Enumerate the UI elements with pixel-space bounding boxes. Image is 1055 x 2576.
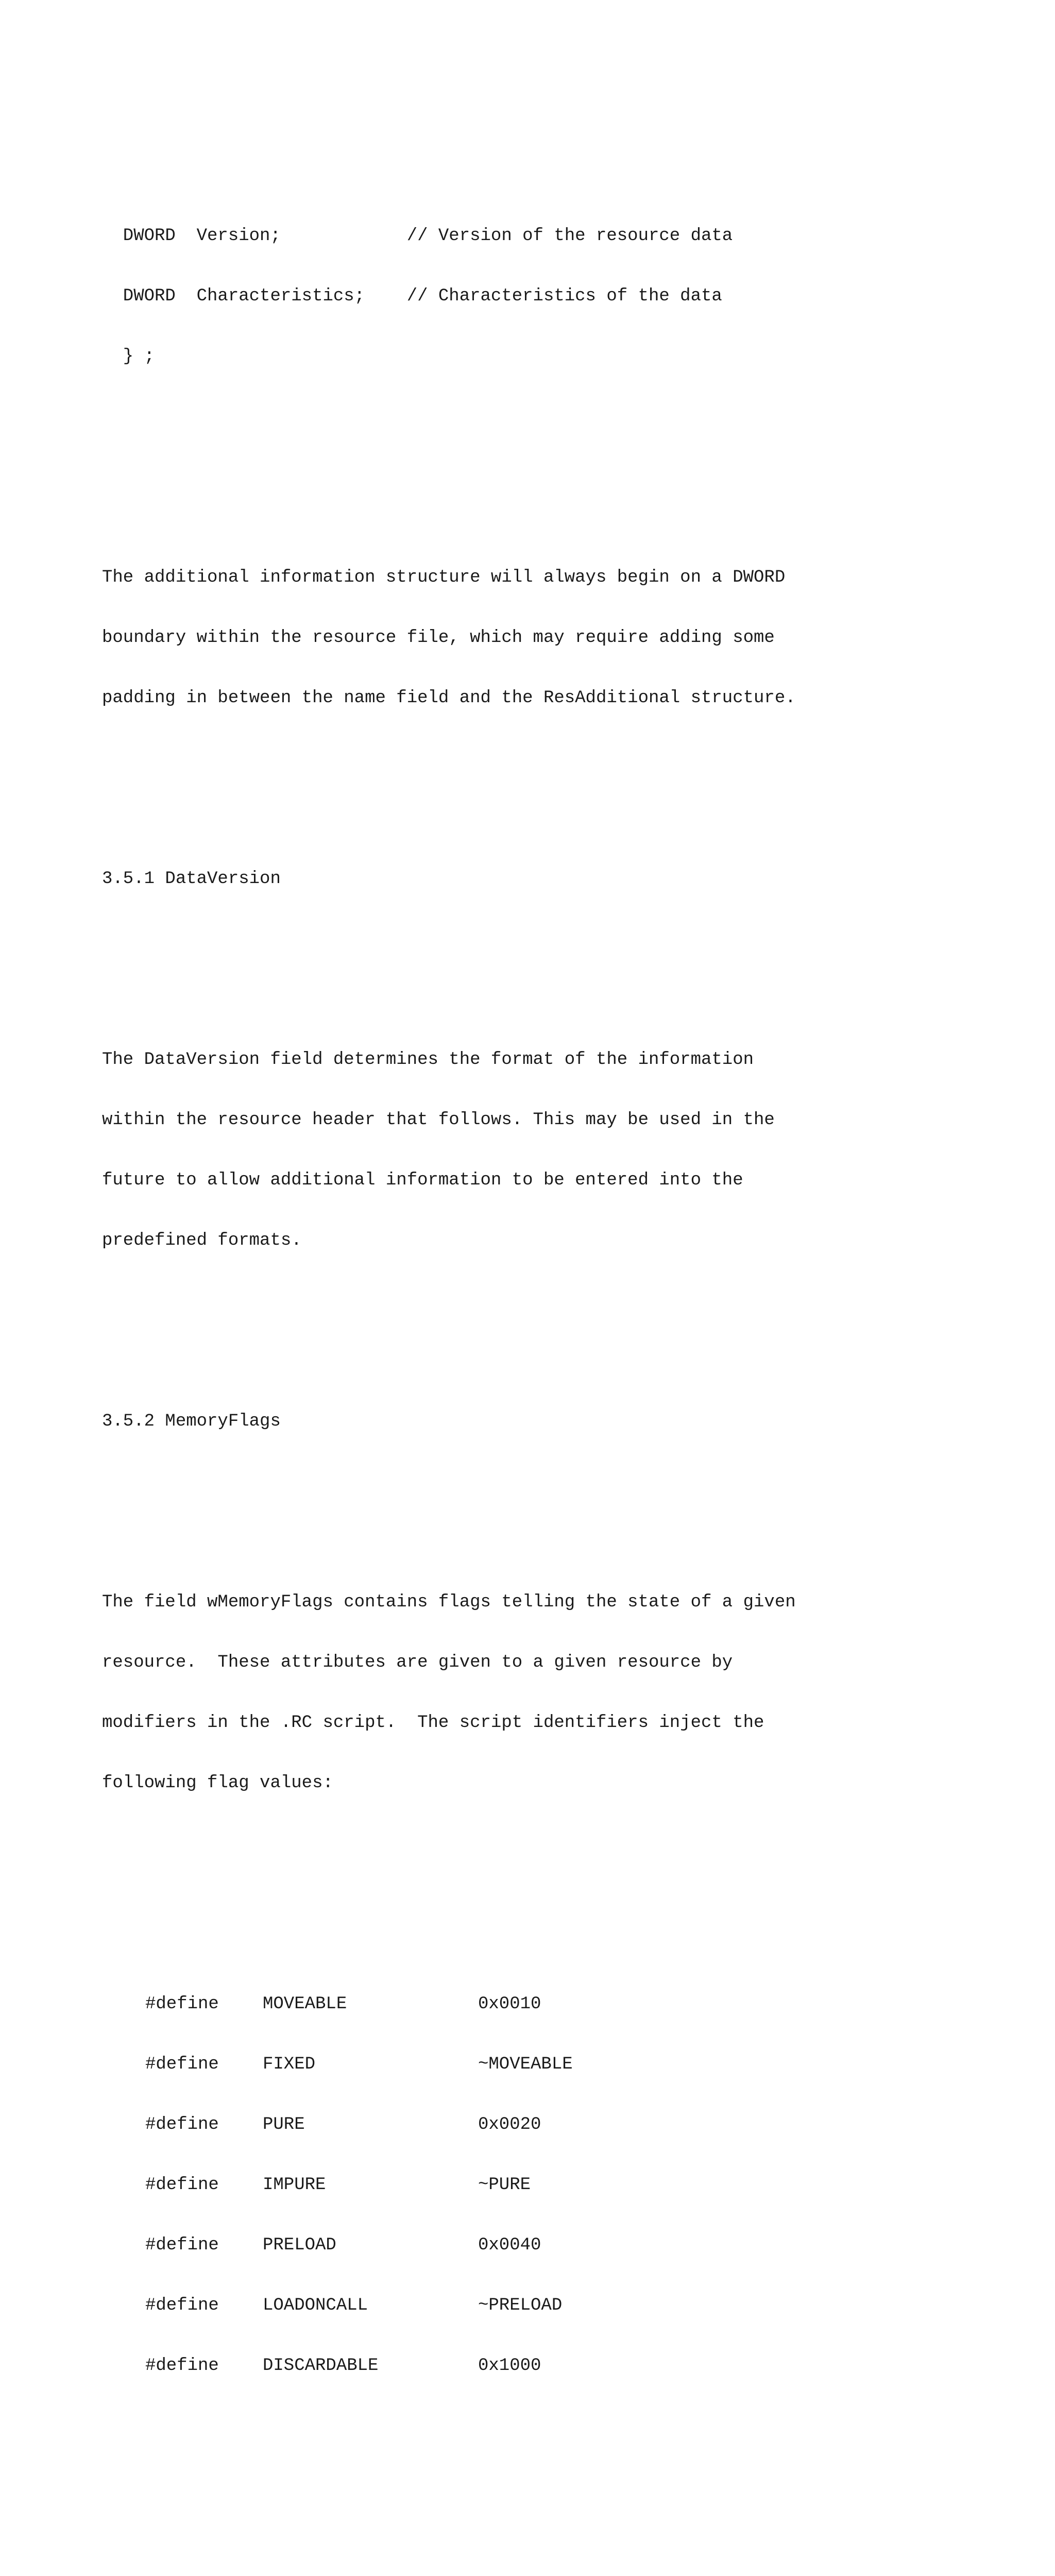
define-value: ~PURE [478, 2175, 531, 2195]
section-heading-3-5-2: 3.5.2 MemoryFlags [102, 1412, 281, 1431]
paragraph-ignores [102, 2537, 827, 2576]
define-block [102, 1954, 827, 2416]
define-value: 0x0010 [478, 1994, 541, 2014]
text-line: The additional information structure will always begin on a DWORD [102, 568, 786, 587]
define-value: ~MOVEABLE [478, 2055, 573, 2074]
define-line [145, 2055, 827, 2075]
define-value: 0x0020 [478, 2115, 541, 2134]
define-line [145, 1994, 827, 2014]
define-line [145, 2235, 827, 2256]
text-line: The field wMemoryFlags contains flags telling the state of a given [102, 1592, 796, 1612]
code-line: } ; [102, 347, 155, 366]
paragraph-memoryflags [102, 1552, 827, 1834]
define-keyword: #define [145, 2296, 219, 2315]
text-line: future to allow additional information to be entered into the [102, 1171, 743, 1190]
define-keyword: #define [145, 2055, 219, 2074]
define-line [145, 2296, 827, 2316]
paragraph-additional-info [102, 528, 827, 749]
define-line [145, 2175, 827, 2195]
text-line: resource. These attributes are given to a given resource by [102, 1653, 733, 1672]
define-keyword: #define [145, 2175, 219, 2195]
define-value: 0x0040 [478, 2235, 541, 2255]
text-line: padding in between the name field and the ResAdditional structure. [102, 688, 796, 708]
text-line: modifiers in the .RC script. The script identifiers inject the [102, 1713, 764, 1733]
define-value: 0x1000 [478, 2356, 541, 2376]
define-name: PURE [263, 2115, 305, 2134]
text-line: The DataVersion field determines the format of the information [102, 1050, 754, 1070]
define-name: FIXED [263, 2055, 316, 2074]
define-keyword: #define [145, 1994, 219, 2014]
define-name: PRELOAD [263, 2235, 336, 2255]
struct-code-block [102, 186, 827, 407]
define-name: MOVEABLE [263, 1994, 347, 2014]
text-line: following flag values: [102, 1773, 333, 1793]
text-line: within the resource header that follows. This may be used in the [102, 1110, 775, 1130]
define-keyword: #define [145, 2356, 219, 2376]
code-line: DWORD Characteristics; // Characteristics of the data [102, 286, 722, 306]
define-keyword: #define [145, 2235, 219, 2255]
paragraph-dataversion [102, 1010, 827, 1291]
define-value: ~PRELOAD [478, 2296, 563, 2315]
define-name: DISCARDABLE [263, 2356, 379, 2376]
text-line: boundary within the resource file, which may require adding some [102, 628, 775, 648]
define-name: IMPURE [263, 2175, 326, 2195]
define-line [145, 2356, 827, 2376]
define-line [145, 2115, 827, 2135]
define-keyword: #define [145, 2115, 219, 2134]
section-heading-3-5-1: 3.5.1 DataVersion [102, 869, 281, 889]
define-name: LOADONCALL [263, 2296, 368, 2315]
code-line: DWORD Version; // Version of the resource data [102, 226, 733, 246]
text-line: predefined formats. [102, 1231, 302, 1250]
document-body [102, 126, 827, 2576]
